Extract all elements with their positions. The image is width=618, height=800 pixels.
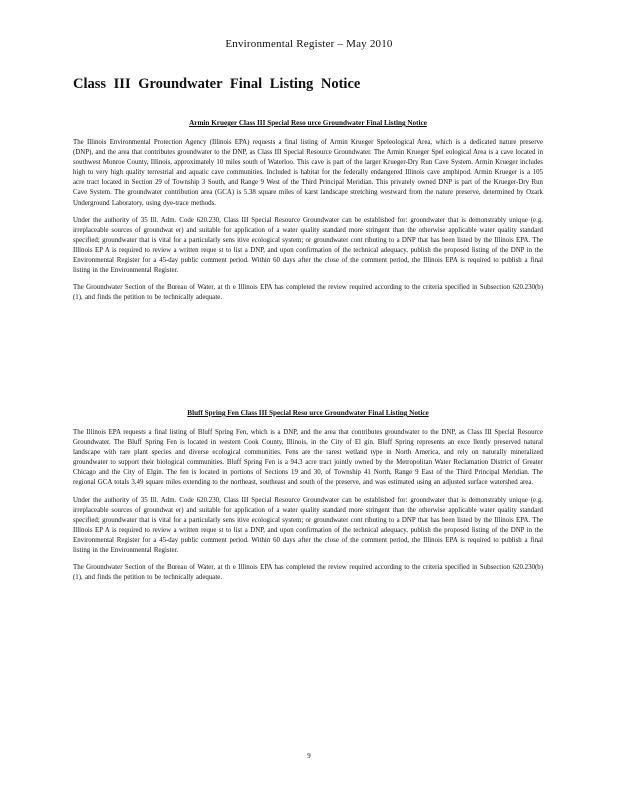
notice-paragraph: Under the authority of 35 Ill. Adm. Code 620.230, Class III Special Resource Groundwater can be established for: groundwater that is demonstrably unique (e.g. irreplaceable sources of groundwat er) and suitable for application of a water quality standard more stringent than the otherwise applicable water quality standard specified; groundwater that is vital for a particularly sens itive ecological system; or groundwater cont ributing to a DNP that has been listed by the Illinois EPA. The Illinois EP A is required to review a written reque st to list a DNP, and upon confirmation of the technical adequacy, publish the proposed listing of the DNP in the Environmental Register for a 45-day public comment period. Within 60 days after the close of the comment period, the Illinois EPA is required to publish a final listing in the Environmental Register. bbox=[73, 216, 543, 275]
page-number: 9 bbox=[307, 752, 311, 760]
notice-paragraph: The Groundwater Section of the Bureau of Water, at th e Illinois EPA has completed the review required according to the criteria specified in Subsection 620.230(b)(1), and finds the petition to be technically adequate. bbox=[73, 284, 543, 302]
notice-bluff-spring-fen bbox=[73, 408, 543, 590]
notice-heading bbox=[73, 118, 543, 128]
notice-heading bbox=[73, 408, 543, 418]
notice-paragraph: The Groundwater Section of the Bureau of Water, at th e Illinois EPA has completed the review required according to the criteria specified in Subsection 620.230(b)(1), and finds the petition to be technically adequate. bbox=[73, 564, 543, 582]
notice-paragraph: The Illinois EPA requests a final listing of Bluff Spring Fen, which is a DNP, and the area that contributes groundwater to the DNP, as Class III Special Resource Groundwater. The Bluff Spring Fen is located in western Cook County, Illinois, in the City of El gin. Bluff Spring represents an exce llently preserved natural landscape with rare plant species and diverse ecological communities. Fens are the rarest wetland type in North America, and rely on naturally mineralized groundwater to support their biological communities. Bluff Spring Fen is a 94.3 acre tract jointly owned by the Metropolitan Water Reclamation District of Greater Chicago and the City of Elgin. The fen is located in portions of Sections 19 and 30, of Township 41 North, Range 9 East of the Third Principal Meridian. The regional GCA totals 3.49 square miles extending to the northeast, southeast and south of the preserve, and was estimated using an adjusted surface watershed area. bbox=[73, 429, 543, 487]
notice-paragraph: Under the authority of 35 Ill. Adm. Code 620.230, Class III Special Resource Groundwater can be established for: groundwater that is demonstrably unique (e.g. irreplaceable sources of groundwat er) and suitable for application of a water quality standard more stringent than the otherwise applicable water quality standard specified; groundwater that is vital for a particularly sens itive ecological system; or groundwater cont ributing to a DNP that has been listed by the Illinois EPA. The Illinois EP A is required to review a written reque st to list a DNP, and upon confirmation of the technical adequacy, publish the proposed listing of the DNP in the Environmental Register for a 45-day public comment period. Within 60 days after the close of the comment period, the Illinois EPA is required to publish a final listing in the Environmental Register. bbox=[73, 496, 543, 555]
notice-heading-text: Bluff Spring Fen Class III Special Reso urce Groundwater Final Listing Notice bbox=[187, 409, 429, 417]
notice-paragraph: The Illinois Environmental Protection Agency (Illinois EPA) requests a final listing of Armin Krueger Speleological Area, which is a dedicated nature preserve (DNP), and the area that contributes groundwater to the DNP, as Class III Special Resource Groundwater. The Armin Krueger Spel eological Area is a cave located in southwest Monroe County, Illinois, approximately 10 miles south of Waterloo. This cave is part of the larger Krueger-Dry Run Cave System. Armin Krueger includes high to very high quality terrestrial and aquatic cave communities. Included is habitat for the federally endangered Illinois cave amphipod. Armin Krueger is a 105 acre tract located in Section 29 of Township 3 South, and Range 9 West of the Third Principal Meridian. This privately owned DNP is part of the Krueger-Dry Run Cave System. The groundwater contribution area (GCA) is 5.38 square miles of karst landscape stretching westward from the nature preserve, determined by Ozark Underground Laboratory, using dye-trace methods. bbox=[73, 139, 543, 207]
notice-heading-text: Armin Krueger Class III Special Reso urce Groundwater Final Listing Notice bbox=[189, 119, 427, 127]
notice-armin-krueger bbox=[73, 118, 543, 310]
page-title: Class III Groundwater Final Listing Notice bbox=[73, 76, 361, 92]
running-header: Environmental Register – May 2010 bbox=[225, 38, 393, 50]
